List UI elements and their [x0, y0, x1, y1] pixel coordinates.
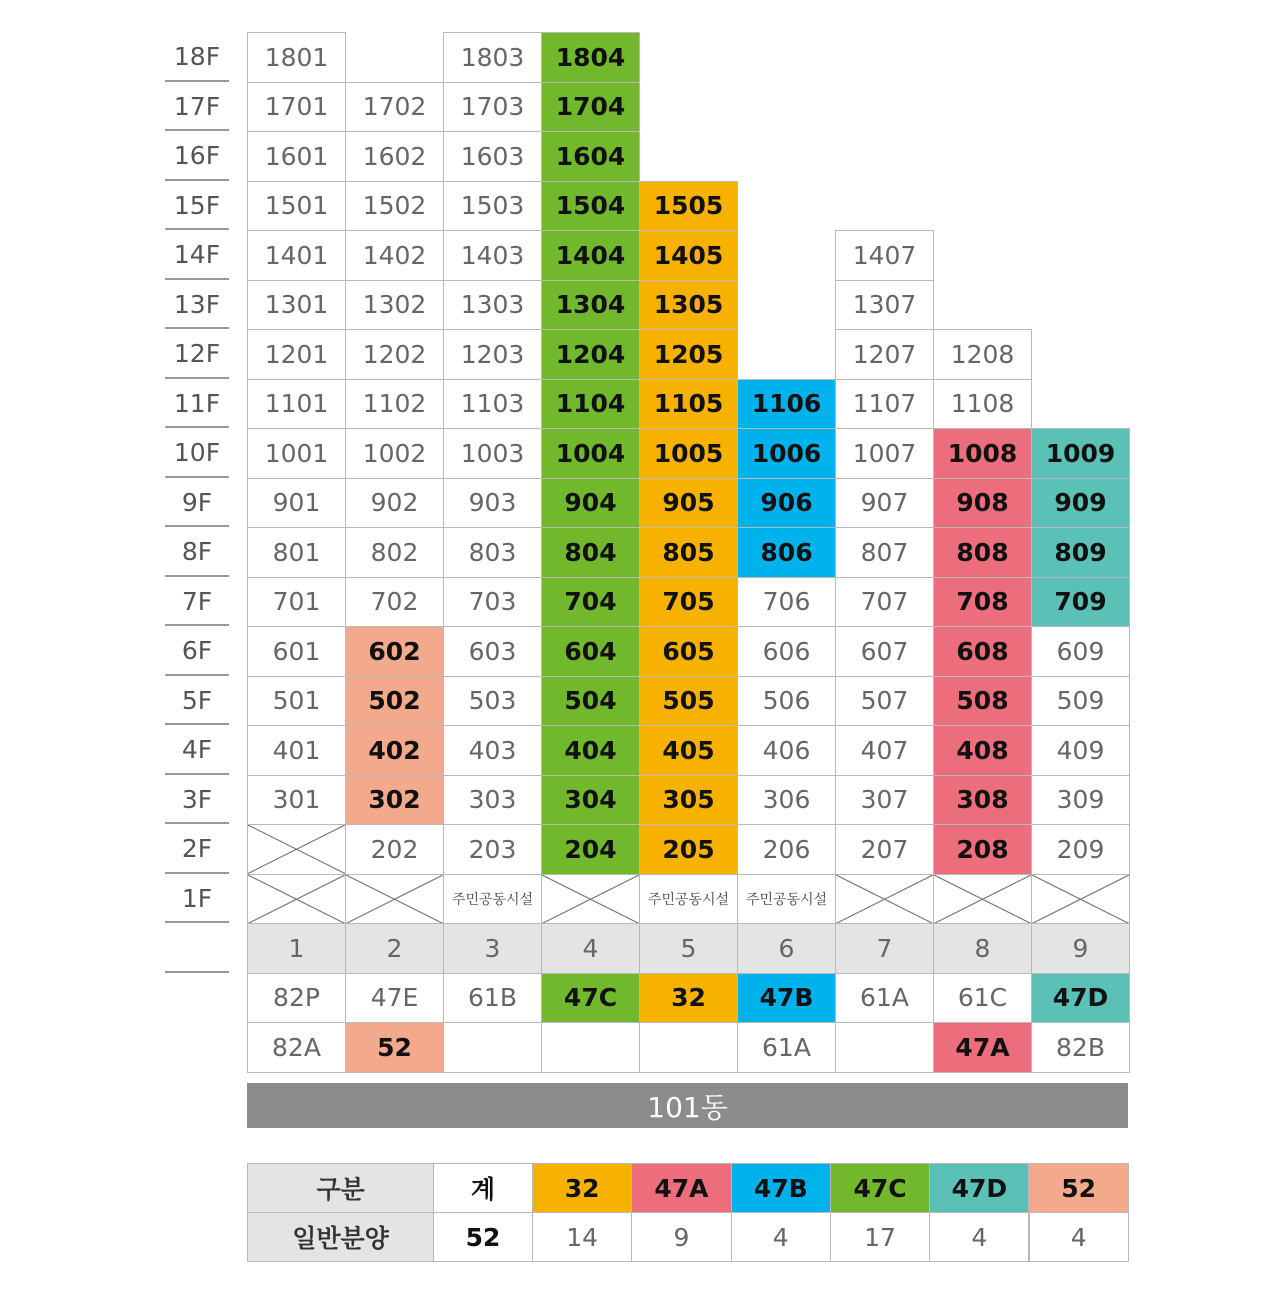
unit-cell: 1801 [247, 32, 346, 83]
unit-cell: 905 [639, 478, 738, 529]
unit-cell: 1105 [639, 379, 738, 430]
unit-cell: 805 [639, 527, 738, 578]
unit-type-cell: 82A [247, 1022, 346, 1073]
unit-type-cell: 61C [933, 973, 1032, 1024]
unit-cell: 503 [443, 676, 542, 727]
floor-label: 4F [165, 725, 229, 775]
unit-cell: 1002 [345, 428, 444, 479]
summary-type-count: 14 [532, 1212, 632, 1262]
unit-cell: 1603 [443, 131, 542, 182]
unit-cell: 1405 [639, 230, 738, 281]
unit-cell: 209 [1031, 824, 1130, 875]
unit-cell: 1108 [933, 379, 1032, 430]
line-number-cell: 8 [933, 923, 1032, 974]
unit-cell: 1201 [247, 329, 346, 380]
unit-type-cell: 61A [737, 1022, 836, 1073]
unit-cell: 403 [443, 725, 542, 776]
unit-cell: 904 [541, 478, 640, 529]
summary-type-count: 4 [731, 1212, 831, 1262]
unit-cell: 1103 [443, 379, 542, 430]
floor-label: 3F [165, 775, 229, 825]
unit-type-cell: 82B [1031, 1022, 1130, 1073]
unit-cell: 1203 [443, 329, 542, 380]
unit-cell: 508 [933, 676, 1032, 727]
empty-unit-cross [247, 874, 346, 925]
line-number-cell: 5 [639, 923, 738, 974]
unit-cell: 1208 [933, 329, 1032, 380]
unit-cell: 604 [541, 626, 640, 677]
unit-cell: 704 [541, 577, 640, 628]
line-number-cell: 2 [345, 923, 444, 974]
line-number-cell: 7 [835, 923, 934, 974]
unit-cell: 1503 [443, 181, 542, 232]
unit-type-cell: 61B [443, 973, 542, 1024]
floor-label: 12F [165, 329, 229, 379]
summary-total-label: 계 [433, 1163, 533, 1213]
unit-type-cell: 52 [345, 1022, 444, 1073]
unit-cell: 1305 [639, 280, 738, 331]
unit-cell: 301 [247, 775, 346, 826]
unit-cell: 609 [1031, 626, 1130, 677]
floor-label: 10F [165, 428, 229, 478]
floor-label: 17F [165, 82, 229, 132]
empty-unit-cross [345, 874, 444, 925]
floor-label: 13F [165, 280, 229, 330]
unit-cell: 1205 [639, 329, 738, 380]
unit-cell: 1401 [247, 230, 346, 281]
unit-cell: 1202 [345, 329, 444, 380]
unit-cell: 602 [345, 626, 444, 677]
unit-cell: 1602 [345, 131, 444, 182]
unit-type-cell: 47E [345, 973, 444, 1024]
unit-cell: 501 [247, 676, 346, 727]
unit-cell: 909 [1031, 478, 1130, 529]
unit-cell: 804 [541, 527, 640, 578]
unit-cell: 1505 [639, 181, 738, 232]
unit-cell: 405 [639, 725, 738, 776]
unit-cell: 1301 [247, 280, 346, 331]
unit-cell: 505 [639, 676, 738, 727]
unit-cell: 1402 [345, 230, 444, 281]
summary-type-count: 4 [929, 1212, 1029, 1262]
unit-cell: 402 [345, 725, 444, 776]
unit-cell: 701 [247, 577, 346, 628]
unit-cell: 908 [933, 478, 1032, 529]
floor-labels [165, 32, 229, 973]
unit-cell: 309 [1031, 775, 1130, 826]
unit-cell: 506 [737, 676, 836, 727]
line-number-cell: 3 [443, 923, 542, 974]
unit-cell: 1302 [345, 280, 444, 331]
unit-cell: 1704 [541, 82, 640, 133]
summary-type-count: 9 [631, 1212, 731, 1262]
floor-label: 16F [165, 131, 229, 181]
summary-type-count: 4 [1029, 1212, 1129, 1262]
unit-cell: 907 [835, 478, 934, 529]
unit-type-cell [835, 1022, 934, 1073]
unit-type-cell [541, 1022, 640, 1073]
summary-row-label: 일반분양 [247, 1212, 434, 1262]
summary-type-header: 47D [929, 1163, 1029, 1213]
unit-cell: 1008 [933, 428, 1032, 479]
unit-cell: 803 [443, 527, 542, 578]
unit-cell: 601 [247, 626, 346, 677]
unit-cell: 702 [345, 577, 444, 628]
floor-label: 5F [165, 676, 229, 726]
unit-cell: 1803 [443, 32, 542, 83]
unit-cell: 1403 [443, 230, 542, 281]
unit-cell: 902 [345, 478, 444, 529]
community-facility-cell: 주민공동시설 [639, 874, 738, 925]
summary-total-value: 52 [433, 1212, 533, 1262]
unit-cell: 202 [345, 824, 444, 875]
unit-cell: 807 [835, 527, 934, 578]
floor-label: 1F [165, 874, 229, 924]
unit-cell: 404 [541, 725, 640, 776]
empty-unit-cross [835, 874, 934, 925]
unit-cell: 1003 [443, 428, 542, 479]
unit-cell: 903 [443, 478, 542, 529]
line-number-cell: 9 [1031, 923, 1130, 974]
unit-cell: 1107 [835, 379, 934, 430]
unit-cell: 605 [639, 626, 738, 677]
unit-cell: 1702 [345, 82, 444, 133]
unit-cell: 705 [639, 577, 738, 628]
unit-cell: 1101 [247, 379, 346, 430]
unit-cell: 1001 [247, 428, 346, 479]
floor-label: 2F [165, 824, 229, 874]
unit-type-cell: 61A [835, 973, 934, 1024]
unit-cell: 207 [835, 824, 934, 875]
unit-cell: 504 [541, 676, 640, 727]
unit-cell: 703 [443, 577, 542, 628]
empty-unit-cross [247, 824, 346, 875]
unit-cell: 308 [933, 775, 1032, 826]
empty-unit-cross [1031, 874, 1130, 925]
empty-unit-cross [541, 874, 640, 925]
unit-cell: 509 [1031, 676, 1130, 727]
floor-label: 11F [165, 379, 229, 429]
unit-cell: 502 [345, 676, 444, 727]
unit-cell: 1307 [835, 280, 934, 331]
unit-cell: 1304 [541, 280, 640, 331]
unit-cell: 709 [1031, 577, 1130, 628]
unit-cell: 205 [639, 824, 738, 875]
unit-cell: 607 [835, 626, 934, 677]
unit-cell: 406 [737, 725, 836, 776]
unit-type-cell [639, 1022, 738, 1073]
unit-cell: 706 [737, 577, 836, 628]
summary-type-count: 17 [830, 1212, 930, 1262]
unit-cell: 809 [1031, 527, 1130, 578]
floor-label: 15F [165, 181, 229, 231]
unit-cell: 906 [737, 478, 836, 529]
unit-cell: 1102 [345, 379, 444, 430]
unit-cell: 1207 [835, 329, 934, 380]
unit-cell: 306 [737, 775, 836, 826]
unit-cell: 206 [737, 824, 836, 875]
summary-type-header: 32 [532, 1163, 632, 1213]
unit-cell: 1502 [345, 181, 444, 232]
line-number-cell: 6 [737, 923, 836, 974]
unit-cell: 806 [737, 527, 836, 578]
unit-cell: 1404 [541, 230, 640, 281]
unit-type-cell: 47B [737, 973, 836, 1024]
floor-label: 6F [165, 626, 229, 676]
empty-unit-cross [933, 874, 1032, 925]
unit-cell: 409 [1031, 725, 1130, 776]
unit-type-cell [443, 1022, 542, 1073]
floor-label-spacer [165, 923, 229, 973]
unit-type-cell: 47D [1031, 973, 1130, 1024]
unit-cell: 1407 [835, 230, 934, 281]
unit-cell: 307 [835, 775, 934, 826]
unit-cell: 1005 [639, 428, 738, 479]
unit-cell: 606 [737, 626, 836, 677]
unit-cell: 707 [835, 577, 934, 628]
unit-cell: 302 [345, 775, 444, 826]
summary-type-header: 52 [1029, 1163, 1129, 1213]
unit-cell: 801 [247, 527, 346, 578]
unit-cell: 1007 [835, 428, 934, 479]
summary-type-header: 47B [731, 1163, 831, 1213]
unit-cell: 1303 [443, 280, 542, 331]
floor-label: 7F [165, 577, 229, 627]
unit-cell: 608 [933, 626, 1032, 677]
unit-cell: 303 [443, 775, 542, 826]
floor-label: 8F [165, 527, 229, 577]
unit-cell: 408 [933, 725, 1032, 776]
unit-cell: 1504 [541, 181, 640, 232]
summary-header-label: 구분 [247, 1163, 434, 1213]
summary-type-header: 47C [830, 1163, 930, 1213]
unit-cell: 1804 [541, 32, 640, 83]
unit-cell: 1204 [541, 329, 640, 380]
unit-cell: 1601 [247, 131, 346, 182]
unit-cell: 603 [443, 626, 542, 677]
unit-cell: 1104 [541, 379, 640, 430]
unit-cell: 407 [835, 725, 934, 776]
line-number-cell: 1 [247, 923, 346, 974]
unit-cell: 1701 [247, 82, 346, 133]
unit-cell: 1106 [737, 379, 836, 430]
line-number-cell: 4 [541, 923, 640, 974]
unit-cell: 203 [443, 824, 542, 875]
floor-label: 18F [165, 32, 229, 82]
unit-cell: 1009 [1031, 428, 1130, 479]
unit-cell: 708 [933, 577, 1032, 628]
unit-cell: 305 [639, 775, 738, 826]
unit-type-cell: 47C [541, 973, 640, 1024]
unit-cell: 1501 [247, 181, 346, 232]
unit-cell: 208 [933, 824, 1032, 875]
unit-cell: 901 [247, 478, 346, 529]
community-facility-cell: 주민공동시설 [443, 874, 542, 925]
unit-type-cell: 32 [639, 973, 738, 1024]
unit-cell: 1703 [443, 82, 542, 133]
unit-cell: 1006 [737, 428, 836, 479]
building-label: 101동 [247, 1083, 1128, 1128]
unit-cell: 1004 [541, 428, 640, 479]
community-facility-cell: 주민공동시설 [737, 874, 836, 925]
unit-type-cell: 82P [247, 973, 346, 1024]
unit-cell: 204 [541, 824, 640, 875]
summary-type-header: 47A [631, 1163, 731, 1213]
unit-cell: 507 [835, 676, 934, 727]
unit-cell: 401 [247, 725, 346, 776]
unit-cell: 304 [541, 775, 640, 826]
floor-label: 9F [165, 478, 229, 528]
floor-label: 14F [165, 230, 229, 280]
unit-cell: 802 [345, 527, 444, 578]
unit-type-cell: 47A [933, 1022, 1032, 1073]
unit-cell: 808 [933, 527, 1032, 578]
unit-cell: 1604 [541, 131, 640, 182]
